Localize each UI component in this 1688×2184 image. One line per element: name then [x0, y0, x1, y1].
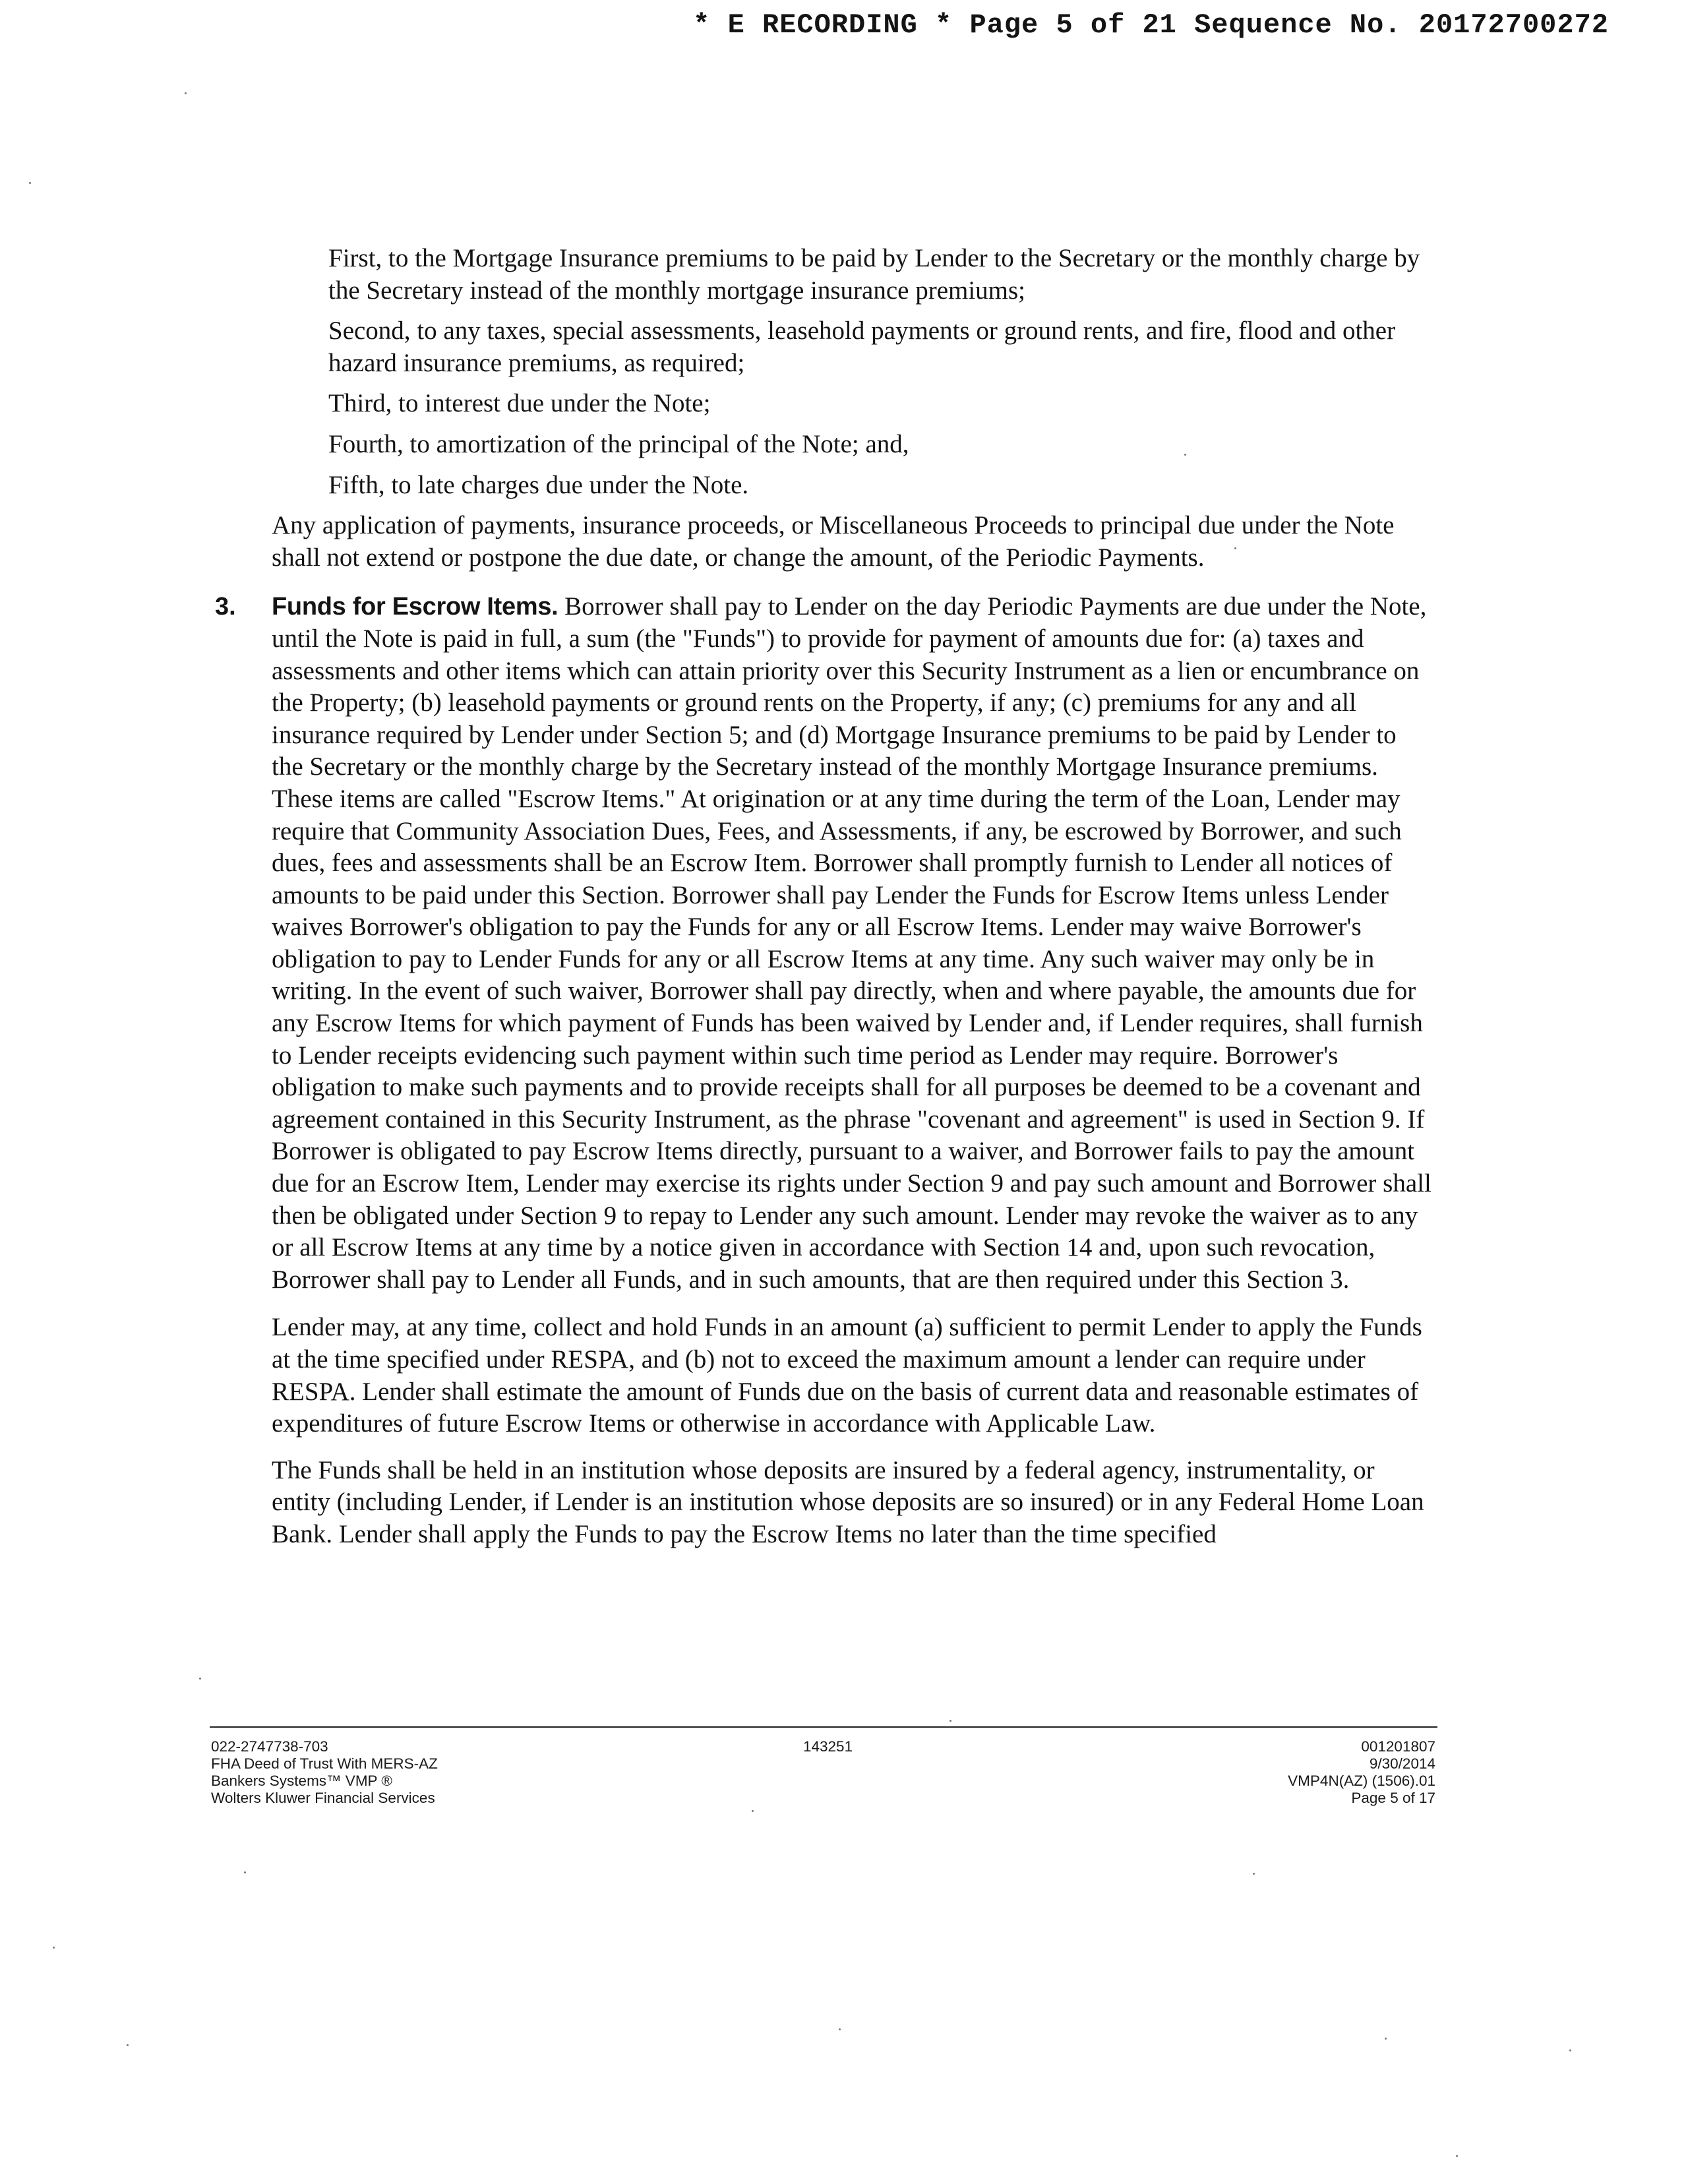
payment-step-third: Third, to interest due under the Note; [328, 389, 711, 418]
document-date: 9/30/2014 [1369, 1755, 1435, 1772]
publisher-parent: Wolters Kluwer Financial Services [211, 1790, 435, 1806]
footer-center [803, 1738, 853, 1755]
institution-paragraph: The Funds shall be held in an institution whose deposits are insured by a federal agency, instrumentality, or entity (including Lender, if Lender is an institution whose deposits are so insured) or in any Federal Home Loan Bank. Lender shall apply the Funds to pay the Escrow Items no later than the time specified [272, 1455, 1424, 1548]
scan-speck [127, 2044, 129, 2046]
section-number: 3. [215, 593, 236, 621]
scan-speck [244, 1871, 246, 1873]
scan-speck [29, 182, 31, 184]
scan-speck [1456, 2155, 1458, 2157]
section-heading: Funds for Escrow Items. [272, 593, 558, 621]
scan-speck [185, 92, 187, 94]
section-3 [215, 591, 1432, 1296]
payment-step-fifth: Fifth, to late charges due under the Note. [328, 470, 749, 499]
scan-speck [199, 1678, 201, 1680]
scan-speck [1184, 454, 1186, 456]
scan-speck [1253, 1873, 1255, 1875]
scan-speck [839, 2028, 841, 2030]
form-code: VMP4N(AZ) (1506).01 [1288, 1773, 1435, 1789]
recording-header: * E RECORDING * Page 5 of 21 Sequence No. 20172700272 [693, 9, 1609, 41]
document-id: 001201807 [1361, 1738, 1435, 1755]
payment-step-fourth: Fourth, to amortization of the principal of the Note; and, [328, 429, 909, 458]
respa-paragraph: Lender may, at any time, collect and hold Funds in an amount (a) sufficient to permit Lender to apply the Funds at the time specified under RESPA, and (b) not to exceed the maximum amount a lender can require under RESPA. Lender shall estimate the amount of Funds due on the basis of current data and reasonable estimates of expenditures of future Escrow Items or otherwise in accordance with Applicable Law. [272, 1313, 1422, 1438]
scan-speck [1569, 2049, 1571, 2051]
scan-speck [53, 1947, 55, 1949]
publisher: Bankers Systems™ VMP ® [211, 1773, 392, 1789]
payment-step-second: Second, to any taxes, special assessments, leasehold payments or ground rents, and fire, flood and other hazard insurance premiums, as required; [328, 317, 1396, 377]
form-title: FHA Deed of Trust With MERS-AZ [211, 1755, 438, 1772]
payment-step-first: First, to the Mortgage Insurance premiums to be paid by Lender to the Secretary or the monthly charge by the Secretary instead of the monthly mortgage insurance premiums; [328, 244, 1420, 305]
footer-divider [210, 1726, 1437, 1728]
center-code: 143251 [803, 1738, 853, 1755]
document-body [215, 243, 1432, 1565]
section-body: Borrower shall pay to Lender on the day Periodic Payments are due under the Note, until the Note is paid in full, a sum (the "Funds") to provide for payment of amounts due for: (a) taxes and assessments and other items which can attain priority over this Security Instrument as a lien or encumbrance on the Property; (b) leasehold payments or ground rents on the Property, if any; (c) premiums for any and all insurance required by Lender under Section 5; and (d) Mortgage Insurance premiums to be paid by Lender to the Secretary or the monthly charge by the Secretary instead of the monthly Mortgage Insurance premiums. These items are called "Escrow Items." At origination or at any time during the term of the Loan, Lender may require that Community Association Dues, Fees, and Assessments, if any, be escrowed by Borrower, and such dues, fees and assessments shall be an Escrow Item. Borrower shall promptly furnish to Lender all notices of amounts to be paid under this Section. Borrower shall pay Lender the Funds for Escrow Items unless Lender waives Borrower's obligation to pay the Funds for any or all Escrow Items. Lender may waive Borrower's obligation to pay to Lender Funds for any or all Escrow Items at any time. Any such waiver may only be in writing. In the event of such waiver, Borrower shall pay directly, when and where payable, the amounts due for any Escrow Items for which payment of Funds has been waived by Lender and, if Lender requires, shall furnish to Lender receipts evidencing such payment within such time period as Lender may require. Borrower's obligation to make such payments and to provide receipts shall for all purposes be deemed to be a covenant and agreement contained in this Security Instrument, as the phrase "covenant and agreement" is used in Section 9. If Borrower is obligated to pay Escrow Items directly, pursuant to a waiver, and Borrower fails to pay the amount due for an Escrow Item, Lender may exercise its rights under Section 9 and pay such amount and Borrower shall then be obligated under Section 9 to repay to Lender any such amount. Lender may revoke the waiver as to any or all Escrow Items at any time by a notice given in accordance with Section 14 and, upon such revocation, Borrower shall pay to Lender all Funds, and in such amounts, that are then required under this Section 3. [272, 592, 1432, 1294]
scan-speck [950, 1720, 951, 1722]
scan-speck [752, 1810, 754, 1812]
application-paragraph: Any application of payments, insurance proceeds, or Miscellaneous Proceeds to principal due under the Note shall not extend or postpone the due date, or change the amount, of the Periodic Payments. [272, 511, 1395, 572]
scan-speck [1385, 2038, 1387, 2040]
scan-speck [1234, 547, 1236, 549]
footer-left [211, 1738, 438, 1807]
page-indicator: Page 5 of 17 [1351, 1790, 1435, 1806]
footer-right [1288, 1738, 1435, 1807]
loan-number: 022-2747738-703 [211, 1738, 328, 1755]
